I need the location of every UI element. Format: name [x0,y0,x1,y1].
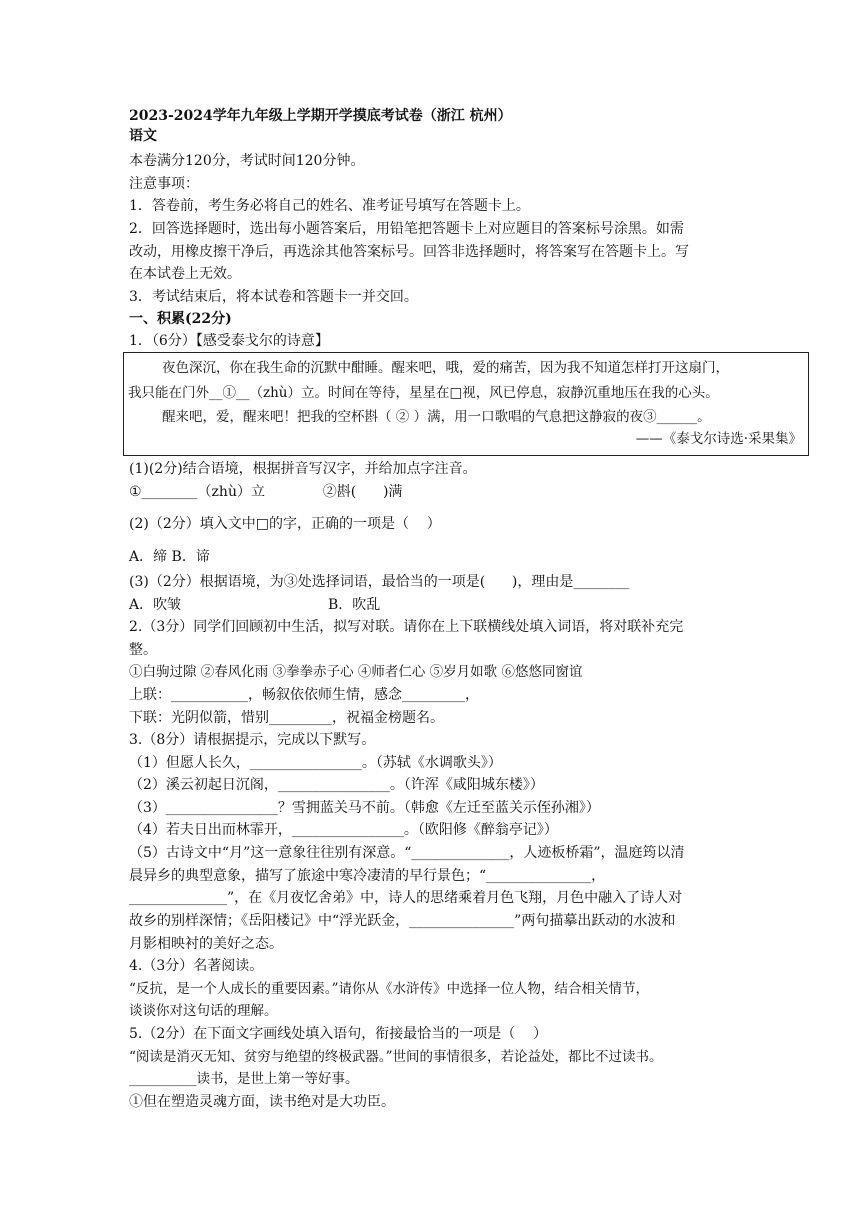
q2-upper-couplet: 上联：___________，畅叙依依师生情，感念_________， [129,687,479,703]
q1-sub1-answers: ①________（zhù）立 ②斟( )满 [129,484,403,500]
note-2-line-2: 改动，用橡皮擦干净后，再选涂其他答案标号。回答非选择题时，将答案写在答题卡上。写 [129,244,689,260]
exam-title: 2023-2024学年九年级上学期开学摸底考试卷（浙江 杭州） [129,108,512,124]
q2-line-2: 整。 [129,642,157,658]
q4-line-1: “反抗，是一个人成长的重要因素。”请你从《水浒传》中选择一位人物，结合相关情节， [129,981,650,997]
note-1: 1．答卷前，考生务必将自己的姓名、准考证号填写在答题卡上。 [129,198,530,214]
notes-heading: 注意事项： [129,176,199,192]
q1-sub2-options: A．缔 B．谛 [129,549,210,565]
note-3: 3．考试结束后，将本试卷和答题卡一并交回。 [129,289,418,305]
q2-line-1: 2.（3分）同学们回顾初中生活，拟写对联。请你在上下联横线处填入词语，将对联补充完 [129,619,684,635]
q5-title: 5.（2分）在下面文字画线处填入语句，衔接最恰当的一项是（ ） [129,1026,548,1042]
q3-item-5-line-5: 月影相映衬的美好之态。 [129,936,283,952]
passage-source: ——《泰戈尔诗选·采果集》 [635,431,802,447]
q5-option-1: ①但在塑造灵魂方面，读书绝对是大功臣。 [129,1094,395,1110]
q3-item-5-line-1: （5）古诗文中“月”这一意象往往别有深意。“______________，人迹板桥霜”，温庭筠以清 [129,845,685,861]
note-2-line-1: 2．回答选择题时，选出每小题答案后，用铅笔把答题卡上对应题目的答案标号涂黑。如需 [129,221,684,237]
q1-title: 1．（6分）【感受泰戈尔的诗意】 [129,333,329,349]
q3-item-2: （2）溪云初起日沉阁，________________。（许浑《咸阳城东楼》） [129,777,544,793]
q2-lower-couplet: 下联：光阴似箭，惜别_________，祝福金榜题名。 [129,710,444,726]
q3-title: 3.（8分）请根据提示，完成以下默写。 [129,732,376,748]
q1-sub2: (2)（2分）填入文中□的字，正确的一项是（ ） [129,516,441,532]
note-2-line-3: 在本试卷上无效。 [129,266,241,282]
q3-item-5-line-4: 故乡的别样深情；《岳阳楼记》中“浮光跃金，_______________”两句描摹出跃动的水波和 [129,913,676,929]
subject-label: 语文 [129,128,157,144]
q3-item-1: （1）但愿人长久，________________。（苏轼《水调歌头》） [129,755,502,771]
poem-passage-box [123,352,809,456]
q4-line-2: 谈谈你对这句话的理解。 [129,1003,278,1019]
passage-line-3: 醒来吧，爱，醒来吧！把我的空杯斟（ ② ）满，用一口歌唱的气息把这静寂的夜③______。 [162,409,711,425]
q5-line-1: “阅读是消灭无知、贫穷与绝望的终极武器。”世间的事情很多，若论益处，都比不过读书。 [129,1049,663,1065]
q1-sub3-options: A．吹皱 B．吹乱 [129,597,381,613]
score-time-note: 本卷满分120分，考试时间120分钟。 [129,153,365,169]
passage-line-1: 夜色深沉，你在我生命的沉默中酣睡。醒来吧，哦，爱的痛苦，因为我不知道怎样打开这扇门， [162,360,729,376]
q2-choices: ①白驹过隙 ②春风化雨 ③拳拳赤子心 ④师者仁心 ⑤岁月如歌 ⑥悠悠同窗谊 [129,664,583,680]
passage-line-2: 我只能在门外__①__（zhù）立。时间在等待，星星在□视，风已停息，寂静沉重地压在我的心头。 [128,385,719,401]
q3-item-5-line-2: 晨异乡的典型意象，描写了旅途中寒冷凄清的早行景色；“_______________， [129,868,606,884]
q3-item-5-line-3: ______________”，在《月夜忆舍弟》中，诗人的思绪乘着月色飞翔，月色中融入了诗人对 [129,890,683,906]
q3-item-4: （4）若夫日出而林霏开，________________。（欧阳修《醉翁亭记》） [129,822,558,838]
q1-sub3: (3)（2分）根据语境，为③处选择词语，最恰当的一项是( )，理由是________ [129,574,630,590]
section-1-title: 一、积累(22分) [129,311,232,327]
q3-item-3: （3）________________？雪拥蓝关马不前。（韩愈《左迁至蓝关示侄孙湘》） [129,800,600,816]
q5-line-2: __________读书，是世上第一等好事。 [129,1071,359,1087]
q1-sub1: (1)(2分)结合语境，根据拼音写汉字，并给加点字注音。 [129,461,477,477]
q4-title: 4.（3分）名著阅读。 [129,958,264,974]
